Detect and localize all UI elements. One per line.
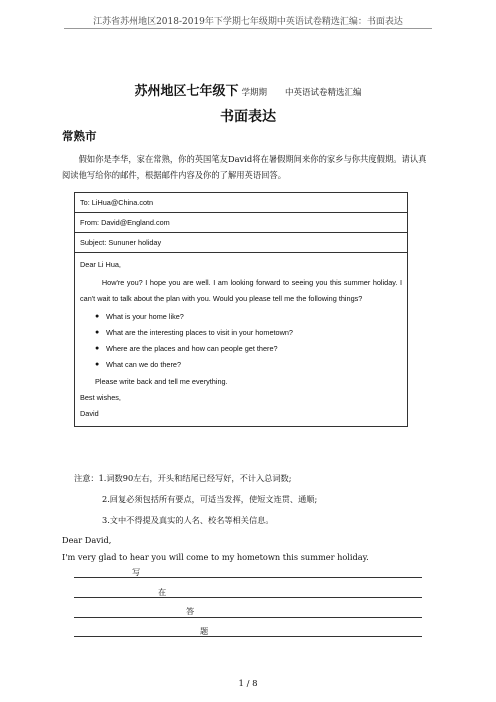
writing-line [74,617,422,618]
note-2: 2.回复必须包括所有要点，可适当发挥，使短文连贯、通顺; [102,494,318,504]
writing-line [74,597,422,598]
email-to: To: LiHua@China.cotn [75,193,407,213]
question-item: ● What are the interesting places to visit in your hometown? [95,325,402,341]
title-sub2: 中英语试卷精选汇编 [285,88,362,98]
question-list [80,309,402,373]
reply-letter [62,532,369,566]
writing-area-char: 写 [132,567,141,577]
section-title: 书面表达 [220,109,276,125]
question-item: ● Where are the places and how can people get there? [95,341,402,357]
notes [74,468,434,531]
reply-greeting: Dear David, [62,535,112,545]
email-subject: Subject: Sununer holiday [75,233,407,253]
email-box [74,192,408,427]
writing-area-char: 题 [200,626,209,636]
document-title [0,80,496,99]
email-content [75,253,407,426]
title-sub: 学期期 [241,88,267,98]
note-3: 3.文中不得提及真实的人名、校名等相关信息。 [102,515,274,525]
header-divider [64,28,432,29]
writing-line [74,577,422,578]
writing-area-char: 答 [186,606,195,616]
email-greeting: Dear Li Hua, [80,260,121,269]
question-item: ● What can we do there? [95,357,402,373]
intro-paragraph: 假如你是李华，家在常熟，你的英国笔友David将在暑假期间来你的家乡与你共度假期。请认真阅读他写给你的邮件，根据邮件内容及你的了解用英语回答。 [62,154,427,180]
email-body: How're you? I hope you are well. I am looking forward to seeing you this summer holiday. I can't wait to talk about the plan with you. Would you please tell me the following things? [80,278,402,303]
writing-area-char: 在 [158,587,167,597]
page-number: 1 / 8 [238,679,258,689]
email-from: From: David@England.com [75,213,407,233]
title-main: 苏州地区七年级下 [134,84,239,99]
city-heading: 常熟市 [62,129,97,143]
question-item: ● What is your home like? [95,309,402,325]
email-closing-request: Please write back and tell me everything. [95,377,228,386]
reply-opening: I'm very glad to hear you will come to my hometown this summer holiday. [62,552,369,562]
email-sign-off: Best wishes, [80,393,121,402]
writing-line [74,636,422,637]
note-1: 注意：1.词数90左右，开头和结尾已经写好，不计入总词数; [74,473,292,483]
page-header: 江苏省苏州地区2018-2019年下学期七年级期中英语试卷精选汇编：书面表达 [93,17,403,27]
email-signature: David [80,409,99,418]
